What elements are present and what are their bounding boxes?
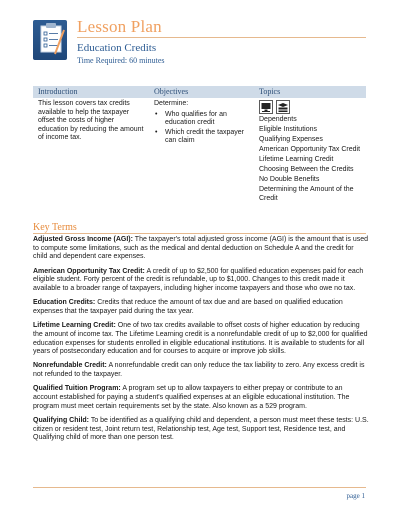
term-definition: The taxpayer's total adjusted gross income (AGI) is the amount that is used to compute some limitations, such as the medical and dental deduction on Schedule A and the credit for child and dependent care expenses.	[33, 236, 369, 261]
key-term	[33, 385, 369, 411]
objectives-list	[154, 111, 254, 146]
key-term	[33, 236, 369, 262]
topic-item: Eligible Institutions	[259, 126, 317, 133]
term-name: Lifetime Learning Credit:	[33, 322, 116, 330]
header-introduction: Introduction	[38, 87, 78, 96]
header-objectives: Objectives	[154, 87, 189, 96]
topic-item: Determining the Amount of the Credit	[259, 186, 354, 202]
term-name: Education Credits:	[33, 299, 96, 307]
key-terms-list	[33, 236, 369, 449]
topics-cell	[259, 100, 369, 205]
footer-divider	[33, 487, 366, 488]
overview-table-header	[33, 86, 366, 98]
topic-item: Qualifying Expenses	[259, 136, 323, 143]
term-name: Qualifying Child:	[33, 416, 89, 424]
term-definition: To be identified as a qualifying child and dependent, a person must meet these tests: U.S. citizen or resident test, Joint return test, Relationship test, Age test, Support test, Residence test, and Qualifying child of more than one person test.	[33, 416, 369, 442]
objective-item: • Which credit the taxpayer can claim	[162, 129, 254, 146]
term-definition: Credits that reduce the amount of tax due and are based on qualified education expenses that the taxpayer paid during the tax year.	[33, 299, 343, 315]
objectives-cell	[154, 100, 254, 147]
key-term	[33, 322, 369, 357]
time-required: Time Required: 60 minutes	[77, 56, 165, 65]
header-topics: Topics	[259, 87, 281, 96]
term-name: Qualified Tuition Program:	[33, 385, 121, 393]
topic-item: Lifetime Learning Credit	[259, 156, 334, 163]
header-divider	[77, 37, 366, 38]
key-terms-divider	[33, 233, 366, 234]
term-definition: A program set up to allow taxpayers to either prepay or contribute to an account established for paying a student's qualified expenses at an eligible educational institution. The program must meet certain requirements set by the state. Also known as a 529 program.	[33, 385, 350, 410]
term-definition: One of two tax credits available to offset costs of higher education by reducing the amount of income tax. The Lifetime Learning credit is a nonrefundable credit of up to $2,000 for qualified education expenses for students enrolled in eligible educational institutions. It is available to students for all years of postsecondary education and for courses to acquire or improve job skills.	[33, 322, 368, 356]
topics-list	[259, 116, 369, 203]
topic-item: Dependents	[259, 116, 297, 123]
term-name: Nonrefundable Credit:	[33, 362, 107, 370]
key-terms-title: Key Terms	[33, 222, 77, 233]
topic-item: American Opportunity Tax Credit	[259, 146, 361, 153]
lesson-subtitle: Education Credits	[77, 42, 157, 54]
key-term	[33, 299, 369, 316]
key-term	[33, 268, 369, 294]
objectives-intro: Determine:	[154, 100, 189, 107]
topic-item: No Double Benefits	[259, 176, 320, 183]
term-definition: A nonrefundable credit can only reduce the tax liability to zero. Any excess credit is not refunded to the taxpayer.	[33, 362, 365, 379]
topic-icons	[259, 100, 369, 114]
lesson-plan-title: Lesson Plan	[77, 17, 162, 36]
term-definition: A credit of up to $2,500 for qualified education expenses paid for each eligible student. Forty percent of the credit is refundable, up to $1,000. Changes to this credit made it available to a broader range of taxpayers, including higher income taxpayers and those who owe no tax.	[33, 267, 364, 293]
books-icon	[276, 100, 290, 114]
page-number: page 1	[346, 492, 365, 500]
objective-item: • Who qualifies for an education credit	[162, 111, 254, 128]
key-term	[33, 362, 369, 379]
clipboard-checklist-icon	[33, 20, 67, 60]
term-name: Adjusted Gross Income (AGI):	[33, 236, 133, 243]
key-term	[33, 417, 369, 443]
computer-icon	[259, 100, 273, 114]
topic-item: Choosing Between the Credits	[259, 166, 354, 173]
introduction-text: This lesson covers tax credits available to help the taxpayer offset the costs of higher education by reducing the amount of income tax.	[38, 100, 144, 141]
term-name: American Opportunity Tax Credit:	[33, 267, 145, 275]
